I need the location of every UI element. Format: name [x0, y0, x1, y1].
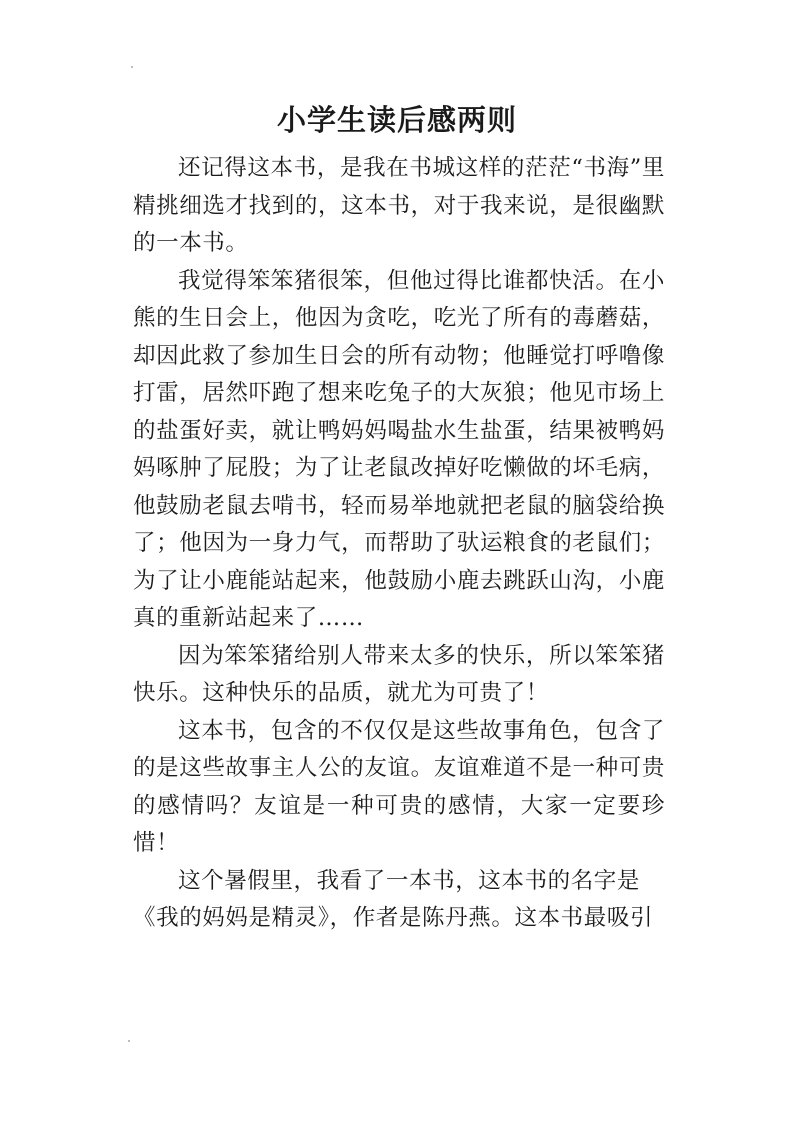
scan-speck: [128, 1040, 130, 1042]
paragraph: 还记得这本书，是我在书城这样的茫茫“书海”里精挑细选才找到的，这本书，对于我来说，是很幽默的一本书。: [133, 155, 665, 256]
paragraph: 因为笨笨猪给别人带来太多的快乐，所以笨笨猪快乐。这种快乐的品质，就尤为可贵了！: [133, 642, 665, 706]
scan-speck: [131, 66, 133, 68]
document-body: [133, 150, 665, 938]
paragraph: 这本书，包含的不仅仅是这些故事角色，包含了的是这些故事主人公的友谊。友谊难道不是一种可贵的感情吗？友谊是一种可贵的感情，大家一定要珍惜！: [133, 717, 665, 856]
paragraph: 这个暑假里，我看了一本书，这本书的名字是《我的妈妈是精灵》，作者是陈丹燕。这本书最吸引: [133, 867, 654, 931]
paragraph: 我觉得笨笨猪很笨，但他过得比谁都快活。在小熊的生日会上，他因为贪吃，吃光了所有的毒蘑菇，却因此救了参加生日会的所有动物；他睡觉打呼噜像打雷，居然吓跑了想来吃兔子的大灰狼；他见市场上的盐蛋好卖，就让鸭妈妈喝盐水生盐蛋，结果被鸭妈妈啄肿了屁股；为了让老鼠改掉好吃懒做的坏毛病，他鼓励老鼠去啃书，轻而易举地就把老鼠的脑袋给换了；他因为一身力气，而帮助了驮运粮食的老鼠们；为了让小鹿能站起来，他鼓励小鹿去跳跃山沟，小鹿真的重新站起来了……: [133, 267, 665, 631]
document-title: 小学生读后感两则: [276, 103, 517, 137]
